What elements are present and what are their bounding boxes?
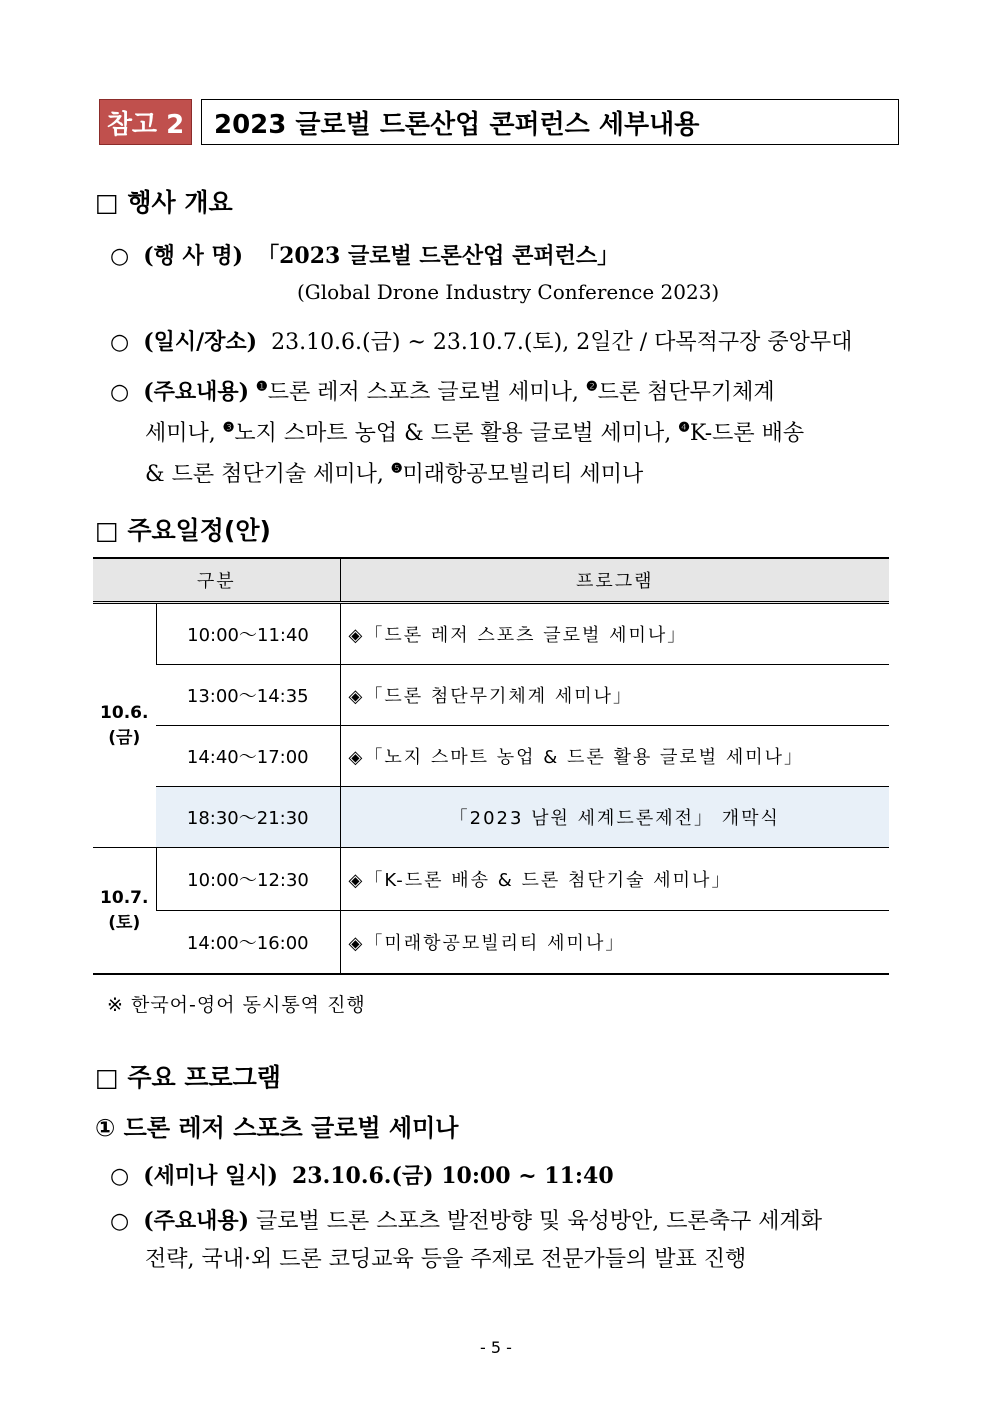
col-division-header: 구분 xyxy=(93,558,340,603)
page-title: 2023 글로벌 드론산업 콘퍼런스 세부내용 xyxy=(201,99,899,145)
event-date-value: 23.10.6.(금) ~ 23.10.7.(토), 2일간 / 다목적구장 중앙무대 xyxy=(271,330,853,355)
time-cell: 18:30～21:30 xyxy=(156,787,340,848)
programs-heading: □ 주요 프로그램 xyxy=(95,1063,281,1092)
program-1-content-label: (주요내용) xyxy=(143,1208,250,1234)
circled-three-icon: ❸ xyxy=(222,420,235,436)
content-item: 미래항공모빌리티 세미나 xyxy=(402,462,644,487)
table-row xyxy=(93,911,889,975)
program-cell: ◈「미래항공모빌리티 세미나」 xyxy=(340,911,889,975)
time-cell: 10:00～11:40 xyxy=(156,603,340,665)
program-cell: ◈「K-드론 배송 & 드론 첨단기술 세미나」 xyxy=(340,848,889,911)
circled-five-icon: ❺ xyxy=(390,461,403,477)
program-cell: ◈「노지 스마트 농업 & 드론 활용 글로벌 세미나」 xyxy=(340,726,889,787)
bullet-icon: ○ xyxy=(110,330,130,355)
event-content-line-3 xyxy=(145,457,643,488)
time-cell: 14:00～16:00 xyxy=(156,911,340,975)
program-cell: ◈「드론 첨단무기체계 세미나」 xyxy=(340,665,889,726)
table-row xyxy=(93,603,889,665)
content-item: & 드론 첨단기술 세미나, xyxy=(145,462,384,487)
content-item: K-드론 배송 xyxy=(689,421,805,446)
title-block xyxy=(99,99,899,145)
event-date-line xyxy=(110,325,852,356)
content-item: 세미나, xyxy=(145,421,216,446)
program-1-date-label: (세미나 일시) xyxy=(143,1163,278,1189)
program-1-date-value: 23.10.6.(금) 10:00 ~ 11:40 xyxy=(291,1163,614,1189)
table-row xyxy=(93,665,889,726)
program-1-date-line xyxy=(110,1159,614,1190)
content-item: 드론 첨단무기체계 xyxy=(597,380,775,405)
col-program-header: 프로그램 xyxy=(340,558,889,603)
circled-two-icon: ❷ xyxy=(585,379,598,395)
bullet-icon: ○ xyxy=(110,1164,130,1189)
event-name-value: 「2023 글로벌 드론산업 콘퍼런스」 xyxy=(257,243,620,269)
time-cell: 14:40～17:00 xyxy=(156,726,340,787)
time-cell: 10:00～12:30 xyxy=(156,848,340,911)
bullet-icon: ○ xyxy=(110,244,130,269)
table-row-highlight xyxy=(93,787,889,848)
page-number: - 5 - xyxy=(480,1338,512,1357)
circled-one-icon: ❶ xyxy=(256,379,268,395)
content-item: 드론 레저 스포츠 글로벌 세미나, xyxy=(267,380,579,405)
date-label: 10.7. xyxy=(100,888,149,908)
date-label: 10.6. xyxy=(100,703,149,723)
program-cell: 「2023 남원 세계드론제전」 개막식 xyxy=(340,787,889,848)
program-1-content-text: 글로벌 드론 스포츠 발전방향 및 육성방안, 드론축구 세계화 xyxy=(256,1209,823,1234)
table-row xyxy=(93,726,889,787)
program-1-title: ① 드론 레저 스포츠 글로벌 세미나 xyxy=(95,1114,459,1142)
table-row xyxy=(93,848,889,911)
program-1-content-line-2: 전략, 국내·외 드론 코딩교육 등을 주제로 전문가들의 발표 진행 xyxy=(145,1247,747,1272)
day-label: (토) xyxy=(108,913,141,933)
date-cell-day2 xyxy=(93,848,156,975)
schedule-table xyxy=(93,557,889,975)
program-cell: ◈「드론 레저 스포츠 글로벌 세미나」 xyxy=(340,603,889,665)
bullet-icon: ○ xyxy=(110,380,130,405)
overview-heading: □ 행사 개요 xyxy=(95,188,233,217)
day-label: (금) xyxy=(108,728,141,748)
event-content-label: (주요내용) xyxy=(143,379,250,405)
event-date-label: (일시/장소) xyxy=(143,329,258,355)
event-content-line-2 xyxy=(145,416,804,447)
time-cell: 13:00～14:35 xyxy=(156,665,340,726)
program-1-content-line-1 xyxy=(110,1204,822,1235)
event-name-en: (Global Drone Industry Conference 2023) xyxy=(297,280,720,304)
event-name-label: (행 사 명) xyxy=(143,243,244,269)
table-header-row xyxy=(93,558,889,603)
interpretation-note: ※ 한국어-영어 동시통역 진행 xyxy=(107,994,366,1016)
schedule-heading: □ 주요일정(안) xyxy=(95,516,271,545)
reference-badge: 참고 2 xyxy=(99,99,192,145)
date-cell-day1 xyxy=(93,603,156,848)
circled-four-icon: ❹ xyxy=(678,420,690,436)
event-name-line xyxy=(110,239,619,270)
content-item: 노지 스마트 농업 & 드론 활용 글로벌 세미나, xyxy=(234,421,672,446)
bullet-icon: ○ xyxy=(110,1209,130,1234)
event-content-line-1 xyxy=(110,375,775,406)
